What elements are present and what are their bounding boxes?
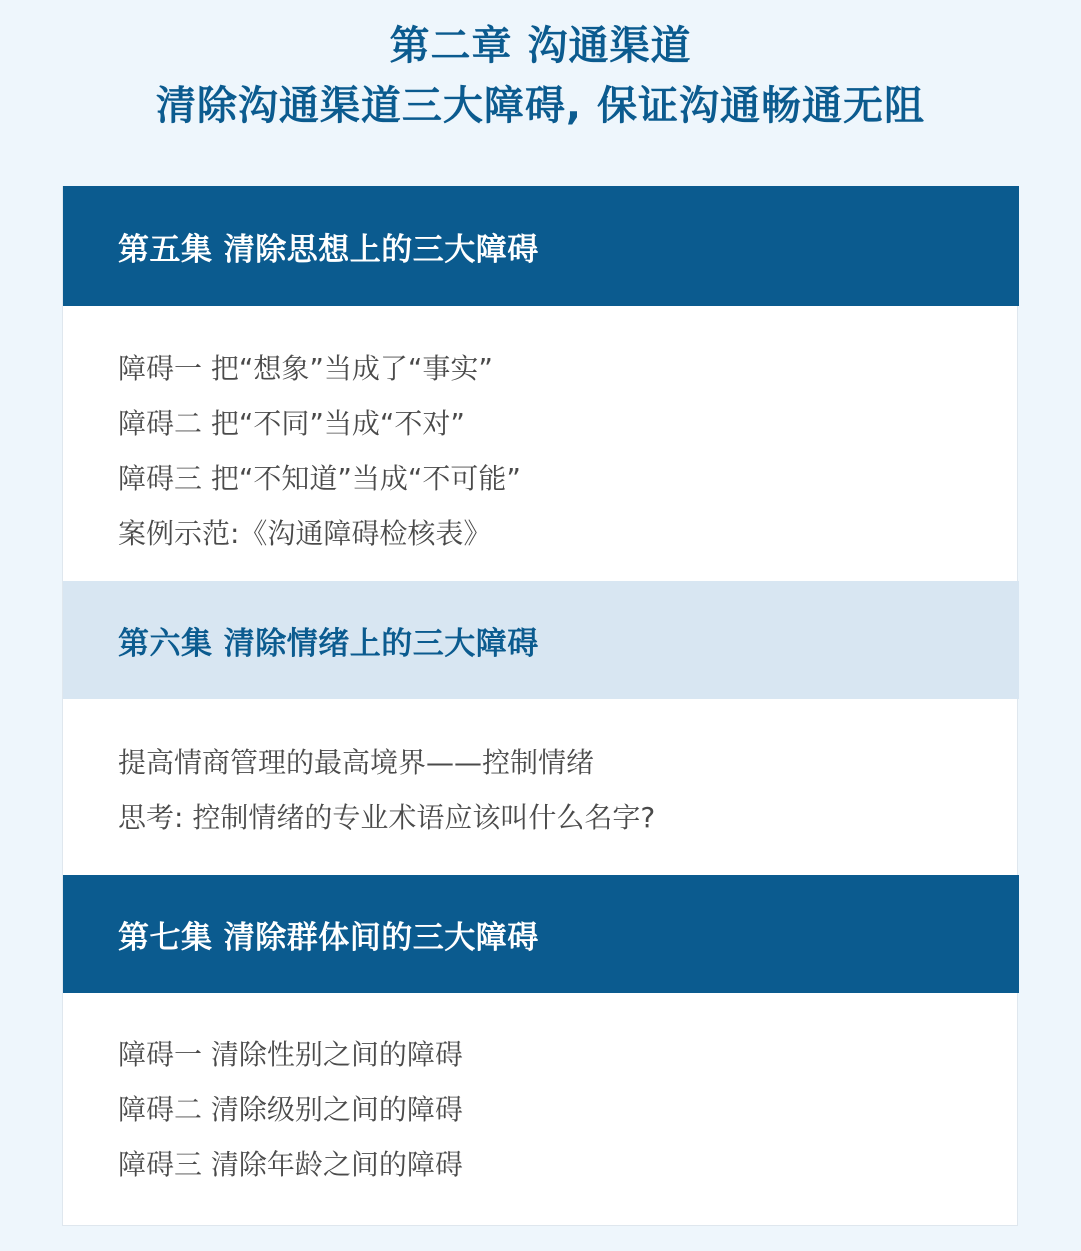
list-item: 障碍三 清除年龄之间的障碍 [118,1148,463,1181]
chapter-subtitle: 清除沟通渠道三大障碍, 保证沟通畅通无阻 [155,83,926,129]
chapter-title: 第二章 沟通渠道 [389,23,692,69]
content-card [62,186,1018,1226]
list-item: 障碍一 清除性别之间的障碍 [118,1038,463,1071]
section-header-episode-5: 第五集 清除思想上的三大障碍 [63,186,1019,306]
list-item: 思考: 控制情绪的专业术语应该叫什么名字? [118,801,656,834]
section-header-episode-7: 第七集 清除群体间的三大障碍 [63,875,1019,993]
section-list-episode-6 [118,735,655,845]
list-item: 提高情商管理的最高境界——控制情绪 [118,746,595,779]
section-list-episode-7 [118,1027,463,1192]
list-item: 障碍三 把“不知道”当成“不可能” [118,462,521,495]
list-item: 障碍二 把“不同”当成“不对” [118,407,465,440]
list-item: 障碍二 清除级别之间的障碍 [118,1093,463,1126]
list-item: 障碍一 把“想象”当成了“事实” [118,352,493,385]
section-list-episode-5 [118,341,521,561]
section-header-episode-6: 第六集 清除情绪上的三大障碍 [63,581,1019,699]
list-item: 案例示范:《沟通障碍检核表》 [118,517,492,550]
